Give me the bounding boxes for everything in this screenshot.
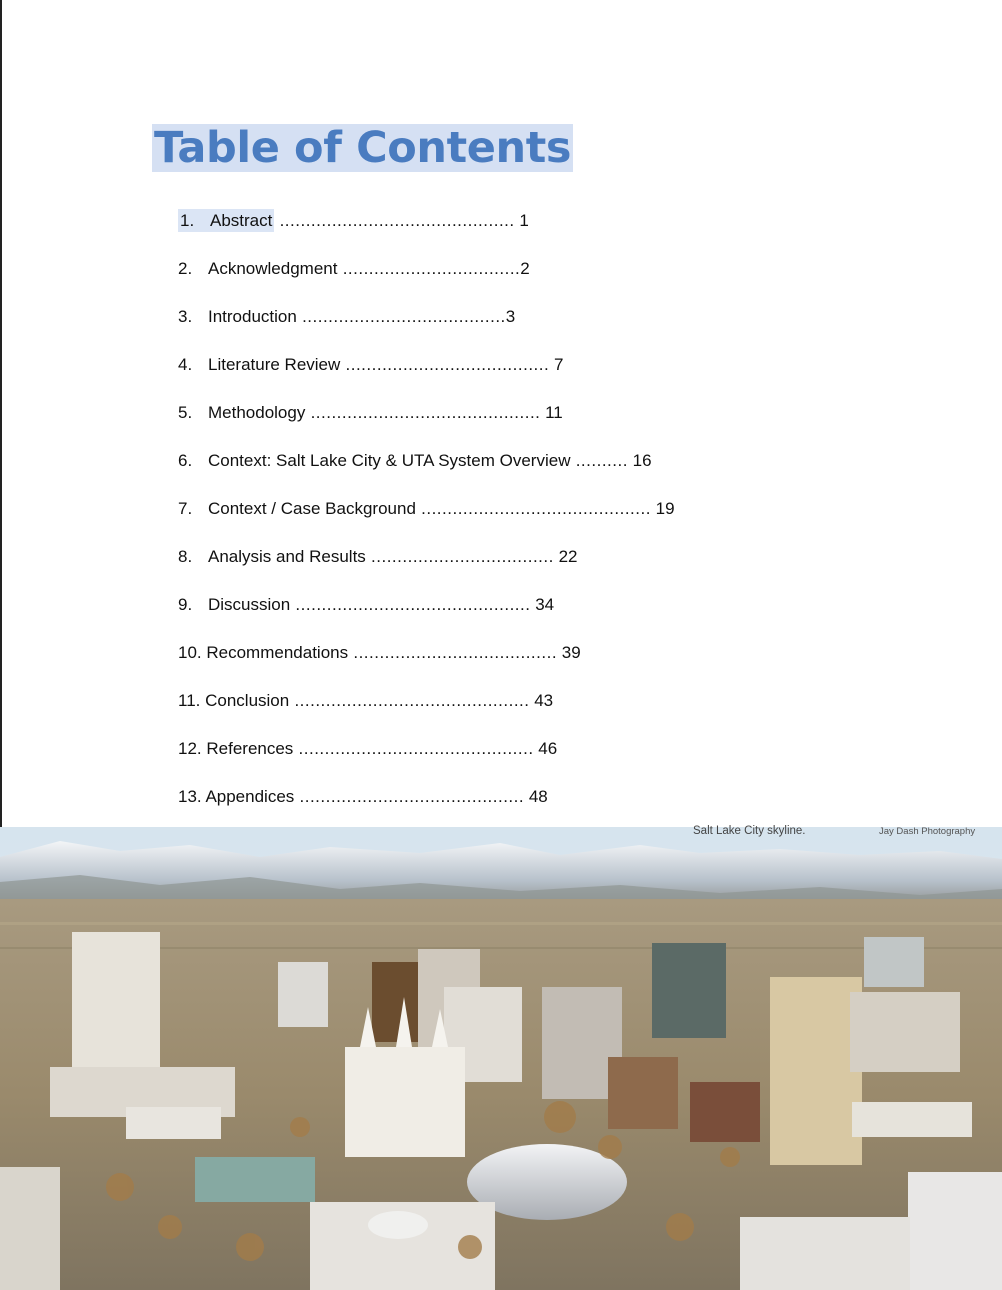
toc-number: 2.	[178, 259, 193, 278]
toc-entry-methodology[interactable]	[178, 400, 675, 448]
toc-label: References	[206, 739, 294, 758]
toc-number: 11.	[178, 691, 201, 710]
toc-entry-references[interactable]	[178, 736, 675, 784]
toc-leader: .......................................	[348, 643, 558, 662]
toc-label: Analysis and Results	[208, 547, 366, 566]
toc-label: Introduction	[208, 307, 297, 326]
toc-entry-case-background[interactable]	[178, 496, 675, 544]
toc-page: 1	[514, 211, 529, 230]
toc-page: 16	[627, 451, 652, 470]
toc-label: Discussion	[208, 595, 291, 614]
toc-entry-abstract[interactable]	[178, 208, 675, 256]
toc-entry-context-overview[interactable]	[178, 448, 675, 496]
toc-leader: ...................................	[365, 547, 554, 566]
toc-page: 19	[650, 499, 675, 518]
toc-leader: .............................................	[289, 691, 530, 710]
toc-entry-analysis-results[interactable]	[178, 544, 675, 592]
toc-leader: ............................................	[415, 499, 651, 518]
toc-list	[178, 208, 675, 832]
toc-leader: .............................................	[293, 739, 534, 758]
toc-label: Appendices	[205, 787, 295, 806]
photo-caption: Salt Lake City skyline.	[693, 825, 806, 837]
toc-entry-appendices[interactable]	[178, 784, 675, 832]
toc-entry-recommendations[interactable]	[178, 640, 675, 688]
toc-page: 11	[540, 403, 563, 422]
toc-page: 7	[549, 355, 564, 374]
toc-label: Conclusion	[205, 691, 290, 710]
toc-leader: .......................................	[296, 307, 506, 326]
toc-number: 1.	[180, 211, 195, 230]
toc-page: 39	[557, 643, 581, 662]
toc-entry-discussion[interactable]	[178, 592, 675, 640]
toc-entry-introduction[interactable]	[178, 304, 675, 352]
toc-leader: ............................................	[305, 403, 541, 422]
toc-entry-literature-review[interactable]	[178, 352, 675, 400]
toc-leader: .......................................	[340, 355, 550, 374]
page-left-edge	[0, 0, 2, 828]
toc-number: 12.	[178, 739, 202, 758]
toc-page: 43	[529, 691, 554, 710]
toc-number: 6.	[178, 451, 193, 470]
toc-entry-conclusion[interactable]	[178, 688, 675, 736]
toc-leader: ..........	[570, 451, 628, 470]
toc-label: Recommendations	[206, 643, 349, 662]
toc-number: 5.	[178, 403, 193, 422]
toc-number: 8.	[178, 547, 193, 566]
toc-number: 7.	[178, 499, 193, 518]
toc-page: 3	[505, 307, 516, 326]
toc-number: 10.	[178, 643, 202, 662]
toc-entry-acknowledgment[interactable]	[178, 256, 675, 304]
toc-label: Context: Salt Lake City & UTA System Overview	[208, 451, 571, 470]
toc-label: Methodology	[208, 403, 306, 422]
toc-leader: .............................................	[274, 211, 515, 230]
toc-page: 46	[533, 739, 558, 758]
toc-number: 3.	[178, 307, 193, 326]
toc-label: Abstract	[210, 211, 273, 230]
photo-credit: Jay Dash Photography	[879, 826, 976, 837]
toc-leader: ..................................	[337, 259, 521, 278]
toc-page: 34	[530, 595, 555, 614]
toc-label: Acknowledgment	[208, 259, 338, 278]
toc-page: 2	[520, 259, 530, 278]
toc-leader: ...........................................	[294, 787, 525, 806]
toc-number: 13.	[178, 787, 202, 806]
toc-number: 9.	[178, 595, 193, 614]
page-title: Table of Contents	[154, 123, 572, 173]
toc-leader: .............................................	[290, 595, 531, 614]
toc-number: 4.	[178, 355, 193, 374]
toc-label: Context / Case Background	[208, 499, 416, 518]
skyline-photo	[0, 827, 1002, 1290]
toc-page: 48	[524, 787, 548, 806]
toc-page: 22	[553, 547, 578, 566]
toc-label: Literature Review	[208, 355, 341, 374]
